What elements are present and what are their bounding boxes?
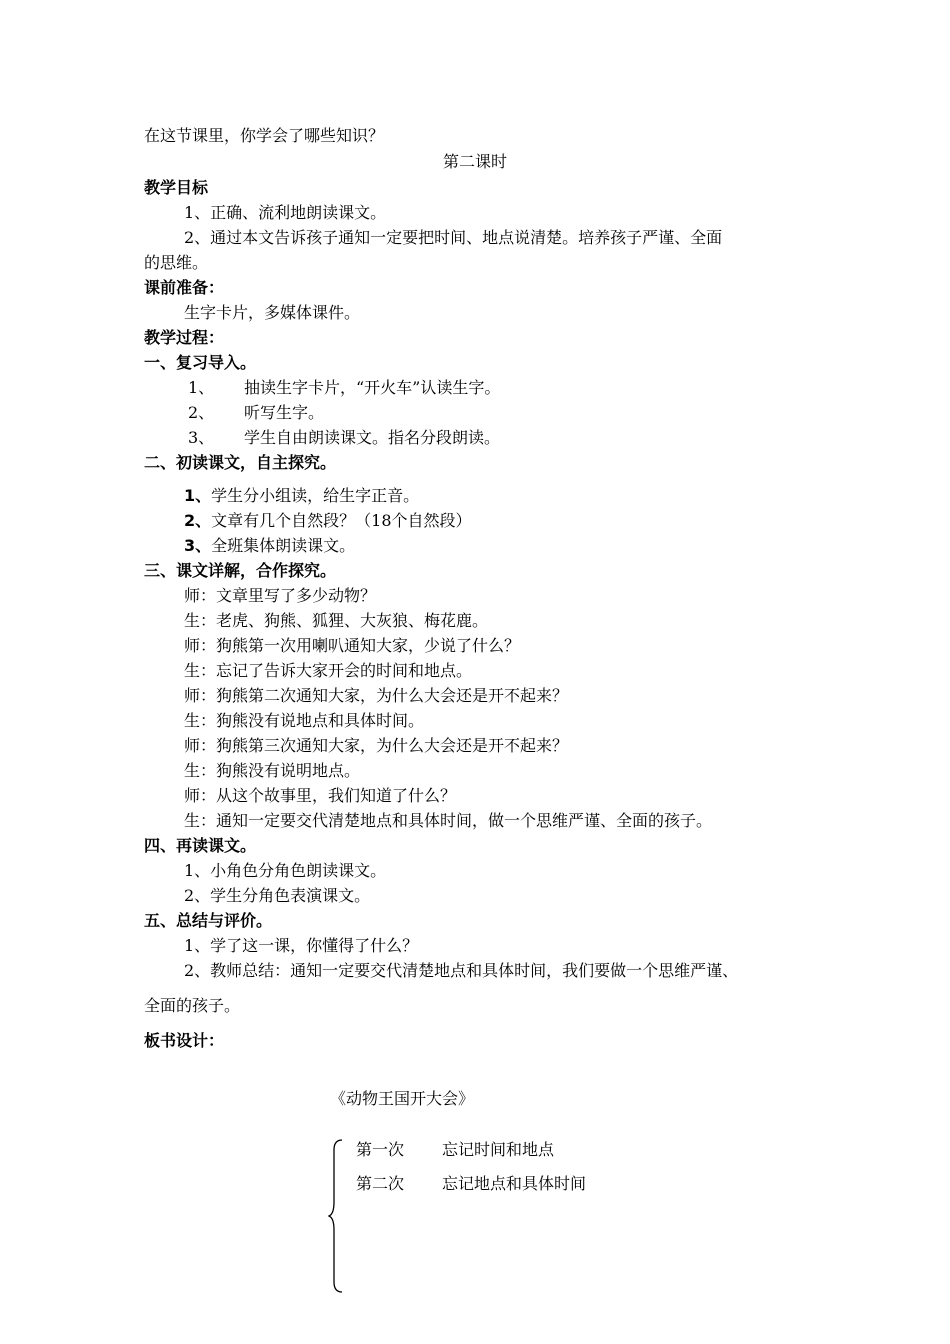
section-5-heading: 五、总结与评价。 — [144, 911, 273, 930]
s5-item-1: 1、学了这一课，你懂得了什么？ — [184, 936, 419, 955]
board-row-2-text: 忘记地点和具体时间 — [442, 1174, 587, 1193]
board-row-2-label: 第二次 — [356, 1174, 405, 1193]
process-heading: 教学过程： — [144, 328, 225, 347]
s1-item-3-text: 学生自由朗读课文。指名分段朗读。 — [244, 428, 501, 447]
s2-item-2-num: 2、 — [184, 511, 212, 530]
dialogue-line-5: 师：狗熊第二次通知大家，为什么大会还是开不起来？ — [184, 686, 569, 705]
dialogue-line-9: 师：从这个故事里，我们知道了什么？ — [184, 786, 457, 805]
s2-item-2 — [184, 511, 472, 531]
board-row-1-label: 第一次 — [356, 1140, 405, 1159]
dialogue-line-3: 师：狗熊第一次用喇叭通知大家，少说了什么？ — [184, 636, 521, 655]
s1-item-2-text: 听写生字。 — [244, 403, 325, 422]
s1-item-3-num: 3、 — [188, 428, 215, 447]
dialogue-line-2: 生：老虎、狗熊、狐狸、大灰狼、梅花鹿。 — [184, 611, 489, 630]
s5-continuation: 全面的孩子。 — [144, 996, 241, 1015]
prep-text: 生字卡片，多媒体课件。 — [184, 303, 361, 322]
dialogue-line-1: 师：文章里写了多少动物？ — [184, 586, 377, 605]
goals-heading: 教学目标 — [144, 178, 209, 197]
s2-item-3-num: 3、 — [184, 536, 212, 555]
dialogue-line-6: 生：狗熊没有说地点和具体时间。 — [184, 711, 425, 730]
board-heading: 板书设计： — [144, 1031, 225, 1050]
s2-item-3 — [184, 536, 355, 556]
s1-item-1-text: 抽读生字卡片，“开火车”认读生字。 — [244, 378, 501, 397]
s2-item-2-text: 文章有几个自然段？（18个自然段） — [211, 511, 472, 530]
s1-item-2-num: 2、 — [188, 403, 215, 422]
curly-brace-icon — [328, 1138, 348, 1294]
s4-item-1: 1、小角色分角色朗读课文。 — [184, 861, 387, 880]
s2-item-3-text: 全班集体朗读课文。 — [211, 536, 356, 555]
intro-question: 在这节课里，你学会了哪些知识？ — [144, 126, 385, 145]
section-1-heading: 一、复习导入。 — [144, 353, 257, 372]
goal-item-2-line-2: 的思维。 — [144, 253, 209, 272]
prep-heading: 课前准备： — [144, 278, 225, 297]
section-2-heading: 二、初读课文，自主探究。 — [144, 453, 337, 472]
dialogue-line-7: 师：狗熊第三次通知大家，为什么大会还是开不起来？ — [184, 736, 569, 755]
s4-item-2: 2、学生分角色表演课文。 — [184, 886, 371, 905]
dialogue-line-8: 生：狗熊没有说明地点。 — [184, 761, 361, 780]
s2-item-1 — [184, 486, 419, 506]
s1-item-1-num: 1、 — [188, 378, 215, 397]
goal-item-2-line-1: 2、通过本文告诉孩子通知一定要把时间、地点说清楚。培养孩子严谨、全面 — [184, 228, 723, 247]
board-row-1-text: 忘记时间和地点 — [442, 1140, 555, 1159]
section-4-heading: 四、再读课文。 — [144, 836, 257, 855]
dialogue-line-4: 生：忘记了告诉大家开会的时间和地点。 — [184, 661, 473, 680]
s2-item-1-text: 学生分小组读，给生字正音。 — [211, 486, 420, 505]
goal-item-1: 1、正确、流利地朗读课文。 — [184, 203, 387, 222]
s5-item-2: 2、教师总结：通知一定要交代清楚地点和具体时间，我们要做一个思维严谨、 — [184, 961, 739, 980]
dialogue-line-10: 生：通知一定要交代清楚地点和具体时间，做一个思维严谨、全面的孩子。 — [184, 811, 713, 830]
section-3-heading: 三、课文详解，合作探究。 — [144, 561, 337, 580]
lesson-title: 第二课时 — [442, 152, 507, 171]
board-title: 《动物王国开大会》 — [330, 1089, 475, 1108]
s2-item-1-num: 1、 — [184, 486, 212, 505]
